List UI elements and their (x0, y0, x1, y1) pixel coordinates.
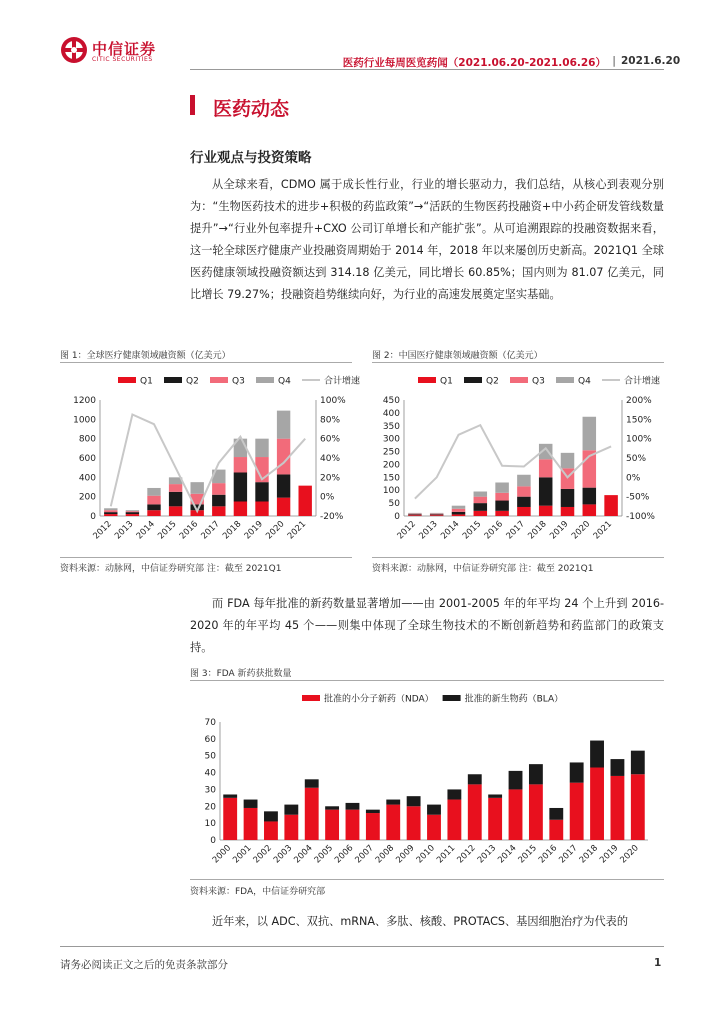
bar-segment (529, 764, 543, 784)
bar-segment (284, 815, 298, 840)
x-tick-label: 2004 (292, 843, 315, 866)
bar-segment (386, 805, 400, 840)
legend-label: Q2 (186, 376, 199, 387)
y-tick-label: 70 (204, 718, 216, 728)
y2-tick-label: -50% (626, 492, 650, 503)
bar-segment (447, 789, 461, 799)
bar-segment (474, 492, 488, 497)
x-tick-label: 2016 (482, 519, 506, 542)
y-tick-label: 50 (388, 499, 400, 510)
footer-divider (60, 946, 664, 947)
bar-segment (427, 805, 441, 815)
bar-segment (234, 473, 247, 502)
legend-label: 批准的新生物药（BLA） (464, 694, 564, 705)
y-tick-label: 100 (382, 486, 400, 497)
fig1-source: 资料来源：动脉网，中信证券研究部 注：截至 2021Q1 (60, 564, 282, 574)
bar-segment (561, 453, 575, 468)
bar-segment (325, 806, 339, 809)
fig2-top-rule (372, 362, 664, 363)
bar-segment (430, 514, 444, 515)
bar-segment (583, 488, 597, 505)
bar-segment (631, 751, 645, 775)
bar-segment (407, 806, 421, 840)
bar-segment (169, 492, 182, 507)
y2-tick-label: 50% (626, 454, 647, 464)
y2-tick-label: -100% (626, 512, 655, 522)
legend-label: Q4 (278, 376, 291, 387)
legend-swatch (418, 377, 436, 383)
bar-segment (223, 794, 237, 797)
y2-tick-label: 0% (320, 492, 335, 503)
growth-line (111, 415, 305, 512)
paragraph-modalities: 近年来，以 ADC、双抗、mRNA、多肽、核酸、PROTACS、基因细胞治疗为代表的 (212, 915, 629, 928)
bar-segment (427, 815, 441, 840)
bar-segment (474, 497, 488, 503)
y-tick-label: 10 (204, 819, 216, 830)
section-marker (190, 95, 195, 115)
bar-segment (590, 768, 604, 840)
bar-segment (147, 504, 160, 510)
bar-segment (529, 784, 543, 840)
y2-tick-label: 150% (626, 415, 652, 426)
legend-swatch (118, 377, 136, 383)
x-tick-label: 2014 (439, 519, 462, 542)
fig3-top-rule (190, 680, 664, 681)
bar-segment (610, 776, 624, 840)
y-tick-label: 150 (382, 473, 400, 484)
header-divider (190, 69, 664, 70)
bar-segment (430, 515, 444, 516)
y-tick-label: 400 (78, 473, 96, 484)
y-tick-label: 30 (204, 785, 216, 796)
subsection-title: 行业观点与投资策略 (190, 150, 312, 166)
page-number: 1 (654, 957, 662, 969)
paragraph-cdmo: 从全球来看，CDMO 属于成长性行业，行业的增长驱动力，我们总结，从核心到表观分别为：“生物医药技术的进步+积极的药监政策”→“活跃的生物医药投融资+中小药企研发管线数量提升”→“行业外包率提升+CXO 公司订单增长和产能扩张”。从可追溯跟踪的投融资数据来看，这一轮全球医疗健康产业投融资周期始于 2014 年，2018 年以来屡创历史新高。2021Q1 全球医药健康领域投融资额达到 314.18 亿美元，同比增长 60.85%；国内则为 81.07 亿美元，同比增长 79.27%；投融资趋势继续向好，为行业的高速发展奠定坚实基础。 (190, 178, 664, 301)
bar-segment (191, 482, 204, 494)
y-tick-label: 0 (90, 512, 96, 522)
bar-segment (234, 502, 247, 517)
bar-segment (346, 803, 360, 810)
bar-segment (126, 511, 139, 512)
x-tick-label: 2020 (569, 519, 593, 542)
legend-swatch (464, 377, 482, 383)
bar-segment (583, 417, 597, 451)
bar-segment (452, 506, 466, 509)
bar-segment (570, 762, 584, 782)
bar-segment (631, 774, 645, 840)
bar-segment (430, 513, 444, 514)
fig2-source: 资料来源：动脉网，中信证券研究部 注：截至 2021Q1 (372, 564, 594, 574)
bar-segment (539, 459, 553, 477)
bar-segment (299, 486, 312, 516)
x-tick-label: 2012 (395, 519, 418, 542)
bar-segment (408, 514, 422, 515)
bar-segment (452, 509, 466, 512)
bar-segment (305, 779, 319, 787)
bar-segment (212, 495, 225, 507)
bar-segment (468, 774, 482, 784)
bar-segment (147, 510, 160, 516)
x-tick-label: 2017 (557, 843, 580, 866)
y-tick-label: 60 (204, 734, 216, 745)
x-tick-label: 2013 (417, 519, 440, 542)
bar-segment (104, 510, 117, 512)
x-tick-label: 2017 (199, 519, 222, 542)
x-tick-label: 2013 (113, 519, 136, 542)
legend-label: 合计增速 (624, 376, 661, 387)
x-tick-label: 2020 (618, 843, 641, 866)
bar-segment (305, 788, 319, 840)
x-tick-label: 2018 (526, 519, 549, 542)
x-tick-label: 2011 (435, 843, 458, 866)
bar-segment (212, 506, 225, 516)
bar-segment (366, 813, 380, 840)
legend-swatch (556, 377, 574, 383)
bar-segment (549, 820, 563, 840)
bar-segment (104, 514, 117, 516)
x-tick-label: 2005 (312, 843, 336, 866)
bar-segment (539, 506, 553, 516)
global-financing-svg (60, 366, 361, 556)
report-date: 2021.6.20 (621, 55, 681, 67)
bar-segment (604, 495, 618, 516)
bar-segment (488, 794, 502, 797)
bar-segment (430, 514, 444, 515)
bar-segment (474, 511, 488, 516)
bar-segment (570, 783, 584, 840)
y-tick-label: 250 (382, 447, 400, 458)
bar-segment (452, 512, 466, 515)
logo-english-name: CITIC SECURITIES (92, 56, 153, 63)
global-financing-chart (60, 366, 361, 556)
legend-label: Q3 (532, 376, 545, 387)
logo-chinese-name: 中信证券 (92, 40, 157, 58)
fig2-bottom-rule (372, 557, 664, 558)
x-tick-label: 2018 (221, 519, 244, 542)
section-title: 医药动态 (213, 98, 290, 120)
x-tick-label: 2018 (577, 843, 601, 866)
fig1-top-rule (60, 362, 352, 363)
y-tick-label: 800 (78, 434, 96, 445)
bar-segment (104, 512, 117, 514)
x-tick-label: 2019 (548, 519, 571, 542)
bar-segment (255, 439, 268, 457)
bar-segment (223, 798, 237, 840)
fig1-bottom-rule (60, 557, 352, 558)
bar-segment (488, 798, 502, 840)
legend-swatch (443, 695, 461, 701)
legend-label: Q3 (232, 376, 245, 387)
x-tick-label: 2009 (394, 843, 417, 866)
y-tick-label: 0 (394, 512, 400, 522)
bar-segment (244, 800, 258, 808)
x-tick-label: 2008 (373, 843, 397, 866)
bar-segment (277, 474, 290, 497)
bar-segment (474, 503, 488, 511)
y2-tick-label: 100% (320, 396, 346, 406)
legend-label: 批准的小分子新药（NDA） (324, 694, 434, 705)
x-tick-label: 2014 (134, 519, 157, 542)
bar-segment (509, 771, 523, 790)
bar-segment (264, 811, 278, 821)
bar-segment (549, 808, 563, 820)
x-tick-label: 2013 (475, 843, 499, 866)
bar-segment (264, 821, 278, 840)
y-tick-label: 600 (78, 454, 96, 464)
bar-segment (284, 805, 298, 815)
legend-swatch (256, 377, 274, 383)
bar-segment (407, 796, 421, 806)
y-tick-label: 300 (382, 434, 400, 445)
bar-segment (386, 800, 400, 805)
fig3-source: 资料来源：FDA，中信证券研究部 (190, 887, 326, 897)
bar-segment (561, 507, 575, 516)
legend-swatch (164, 377, 182, 383)
x-tick-label: 2006 (333, 843, 356, 866)
legend-label: Q1 (140, 376, 153, 387)
china-financing-svg (372, 366, 664, 556)
fig1-caption: 图 1：全球医疗健康领域融资额（亿美元） (60, 351, 231, 361)
page-header (0, 0, 724, 72)
bar-segment (468, 784, 482, 840)
x-tick-label: 2015 (156, 519, 179, 542)
y2-tick-label: 80% (320, 415, 341, 426)
x-tick-label: 2015 (516, 843, 539, 866)
y2-tick-label: 40% (320, 454, 341, 464)
bar-segment (452, 514, 466, 516)
bar-segment (234, 457, 247, 472)
y2-tick-label: 0% (626, 473, 641, 484)
x-tick-label: 2017 (504, 519, 527, 542)
bar-segment (126, 512, 139, 514)
x-tick-label: 2007 (353, 843, 376, 866)
bar-segment (366, 810, 380, 813)
bar-segment (408, 514, 422, 515)
bar-segment (517, 475, 531, 487)
x-tick-label: 2002 (251, 843, 274, 866)
y-tick-label: 40 (204, 768, 216, 779)
bar-segment (147, 496, 160, 505)
bar-segment (561, 489, 575, 507)
china-financing-chart (372, 366, 664, 556)
x-tick-label: 2012 (455, 843, 478, 866)
y-tick-label: 0 (210, 836, 216, 846)
bar-segment (255, 502, 268, 517)
legend-label: 合计增速 (324, 376, 361, 387)
bar-segment (346, 810, 360, 840)
bar-segment (126, 514, 139, 516)
x-tick-label: 2016 (536, 843, 560, 866)
y-tick-label: 350 (382, 421, 400, 432)
bar-segment (610, 759, 624, 776)
legend-label: Q2 (486, 376, 499, 387)
paragraph-fda: 而 FDA 每年批准的新药数量显著增加——由 2001-2005 年的年平均 24 个上升到 2016-2020 年的年平均 45 个——则集中体现了全球生物技术的不断创新趋势和药监部门的政策支持。 (190, 597, 664, 654)
bar-segment (447, 800, 461, 840)
footer-disclaimer: 请务必阅读正文之后的免责条款部分 (60, 959, 228, 971)
bar-segment (509, 789, 523, 840)
fda-approvals-svg (190, 684, 664, 878)
fig2-caption: 图 2：中国医疗健康领域融资额（亿美元） (372, 351, 543, 361)
bar-segment (539, 477, 553, 505)
bar-segment (255, 482, 268, 501)
bar-segment (583, 504, 597, 516)
x-tick-label: 2020 (264, 519, 287, 542)
x-tick-label: 2019 (242, 519, 265, 542)
bar-segment (517, 486, 531, 496)
y-tick-label: 50 (204, 751, 216, 762)
report-title: 医药行业每周医览药闻（2021.06.20-2021.06.26） (342, 57, 606, 69)
bar-segment (325, 810, 339, 840)
fda-approvals-chart (190, 684, 664, 878)
y-tick-label: 200 (382, 460, 400, 471)
bar-segment (495, 511, 509, 516)
x-tick-label: 2010 (414, 843, 437, 866)
bar-segment (169, 506, 182, 516)
legend-swatch (302, 695, 320, 701)
citic-logo-icon (60, 36, 88, 64)
legend-swatch (510, 377, 528, 383)
bar-segment (244, 808, 258, 840)
fig3-bottom-rule (190, 879, 664, 880)
y2-tick-label: -20% (320, 512, 344, 522)
growth-line (415, 425, 611, 498)
bar-segment (517, 507, 531, 516)
bar-segment (169, 484, 182, 492)
y-tick-label: 1000 (73, 415, 96, 426)
bar-segment (104, 508, 117, 510)
x-tick-label: 2014 (496, 843, 519, 866)
bar-segment (277, 498, 290, 516)
bar-segment (517, 497, 531, 507)
x-tick-label: 2003 (271, 843, 295, 866)
bar-segment (495, 482, 509, 492)
x-tick-label: 2021 (285, 519, 309, 542)
x-tick-label: 2001 (231, 843, 254, 866)
y2-tick-label: 20% (320, 473, 341, 484)
y2-tick-label: 100% (626, 434, 652, 445)
x-tick-label: 2021 (591, 519, 615, 542)
y2-tick-label: 200% (626, 396, 652, 406)
fig3-caption: 图 3：FDA 新药获批数量 (190, 669, 292, 679)
legend-label: Q4 (578, 376, 591, 387)
bar-segment (277, 411, 290, 439)
legend-label: Q1 (440, 376, 453, 387)
header-separator: | (612, 54, 616, 67)
bar-segment (408, 515, 422, 516)
bar-segment (495, 493, 509, 501)
bar-segment (147, 488, 160, 496)
bar-segment (495, 501, 509, 511)
bar-segment (408, 513, 422, 514)
x-tick-label: 2000 (210, 843, 234, 866)
x-tick-label: 2015 (460, 519, 484, 542)
bar-segment (212, 483, 225, 495)
x-tick-label: 2012 (91, 519, 114, 542)
y-tick-label: 200 (78, 492, 96, 503)
x-tick-label: 2016 (177, 519, 201, 542)
y-tick-label: 400 (382, 408, 400, 419)
y-tick-label: 1200 (73, 396, 96, 406)
x-tick-label: 2019 (598, 843, 621, 866)
bar-segment (126, 510, 139, 511)
y-tick-label: 450 (382, 396, 400, 406)
y2-tick-label: 60% (320, 434, 341, 445)
legend-swatch (210, 377, 228, 383)
y-tick-label: 20 (204, 802, 216, 813)
bar-segment (590, 741, 604, 768)
